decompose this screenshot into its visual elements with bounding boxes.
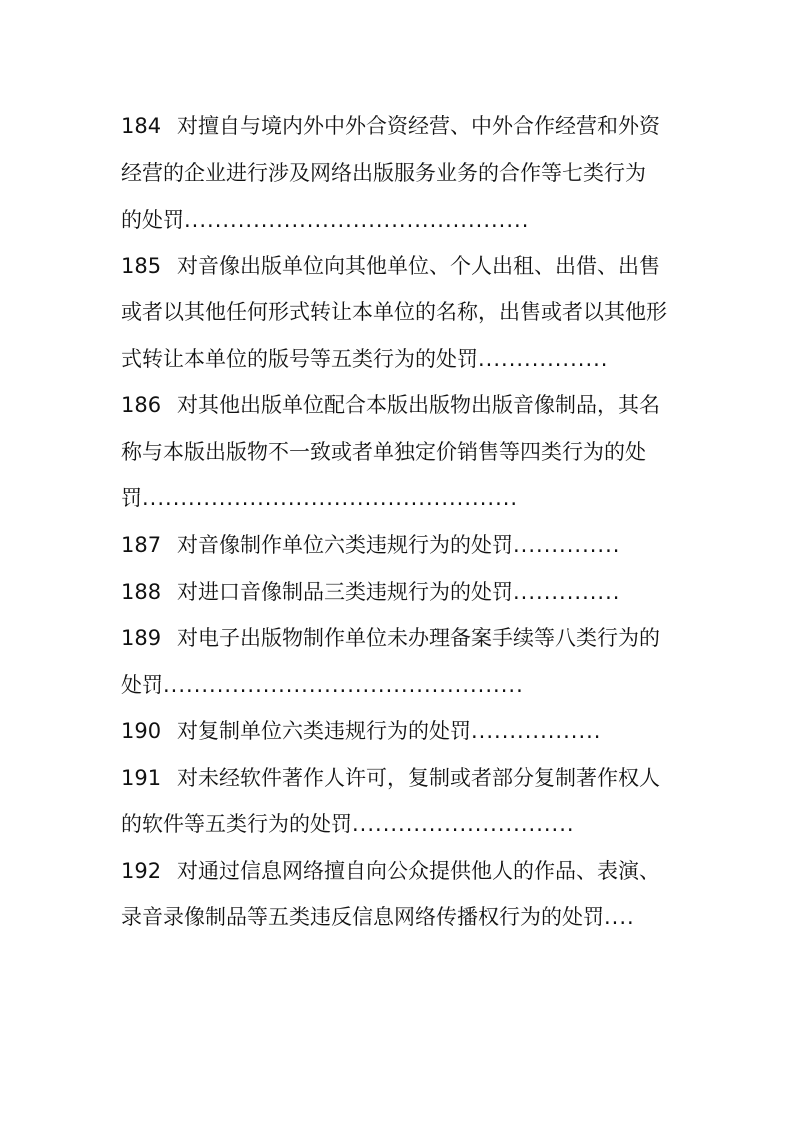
toc-entry-number: 190 [121,719,162,743]
toc-entry-number: 185 [121,254,162,278]
toc-entry-text: 式转让本单位的版号等五类行为的处罚 [121,347,478,371]
toc-entry-185-line-2 [121,294,681,330]
toc-dot-leader: ................. [478,347,609,371]
toc-entry-number: 184 [121,114,162,138]
toc-entry-191-line-1 [121,760,681,796]
toc-entry-188-line-1 [121,574,681,610]
toc-entry-number: 189 [121,626,162,650]
toc-entry-186-line-1 [121,387,681,423]
toc-entry-text: 称与本版出版物不一致或者单独定价销售等四类行为的处 [121,440,646,464]
toc-entry-185-line-3 [121,341,681,377]
toc-dot-leader: .... [604,905,635,929]
toc-entry-number: 188 [121,580,162,604]
toc-entry-text: 对擅自与境内外中外合资经营、中外合作经营和外资 [177,114,660,138]
toc-entry-191-line-2 [121,806,681,842]
toc-entry-190-line-1 [121,713,681,749]
toc-entry-186-line-2 [121,434,681,470]
toc-entry-text: 对通过信息网络擅自向公众提供他人的作品、表演、 [177,859,660,883]
toc-entry-text: 的处罚 [121,208,184,232]
toc-entry-text: 或者以其他任何形式转让本单位的名称，出售或者以其他形 [121,300,667,324]
toc-entry-number: 192 [121,859,162,883]
toc-entry-185-line-1 [121,248,681,284]
toc-dot-leader: ............................................... [163,673,524,697]
toc-entry-text: 对复制单位六类违规行为的处罚 [177,719,471,743]
toc-entry-192-line-1 [121,853,681,889]
toc-dot-leader: ................................................. [142,486,519,510]
toc-entry-184-line-3 [121,202,681,238]
toc-entry-number: 186 [121,393,162,417]
toc-dot-leader: ................. [471,719,602,743]
toc-dot-leader: ............................. [352,812,575,836]
toc-entry-text: 对电子出版物制作单位未办理备案手续等八类行为的 [177,626,660,650]
toc-entry-text: 对音像制作单位六类违规行为的处罚 [177,533,513,557]
toc-entry-text: 罚 [121,486,142,510]
toc-entry-number: 187 [121,533,162,557]
toc-dot-leader: .............. [513,580,621,604]
toc-entry-text: 经营的企业进行涉及网络出版服务业务的合作等七类行为 [121,161,646,185]
toc-entry-number: 191 [121,766,162,790]
toc-dot-leader: .............. [513,533,621,557]
toc-entry-184-line-2 [121,155,681,191]
toc-dot-leader: ............................................. [184,208,530,232]
toc-entry-187-line-1 [121,527,681,563]
toc-entry-189-line-2 [121,667,681,703]
toc-entry-text: 的软件等五类行为的处罚 [121,812,352,836]
toc-entry-186-line-3 [121,480,681,516]
toc-entry-184-line-1 [121,108,681,144]
toc-entry-189-line-1 [121,620,681,656]
toc-entry-text: 对进口音像制品三类违规行为的处罚 [177,580,513,604]
toc-entry-text: 对其他出版单位配合本版出版物出版音像制品，其名 [177,393,660,417]
toc-entry-text: 对音像出版单位向其他单位、个人出租、出借、出售 [177,254,660,278]
toc-entry-192-line-2 [121,899,681,935]
toc-entry-text: 录音录像制品等五类违反信息网络传播权行为的处罚 [121,905,604,929]
toc-entry-text: 处罚 [121,673,163,697]
toc-entry-text: 对未经软件著作人许可，复制或者部分复制著作权人 [177,766,660,790]
